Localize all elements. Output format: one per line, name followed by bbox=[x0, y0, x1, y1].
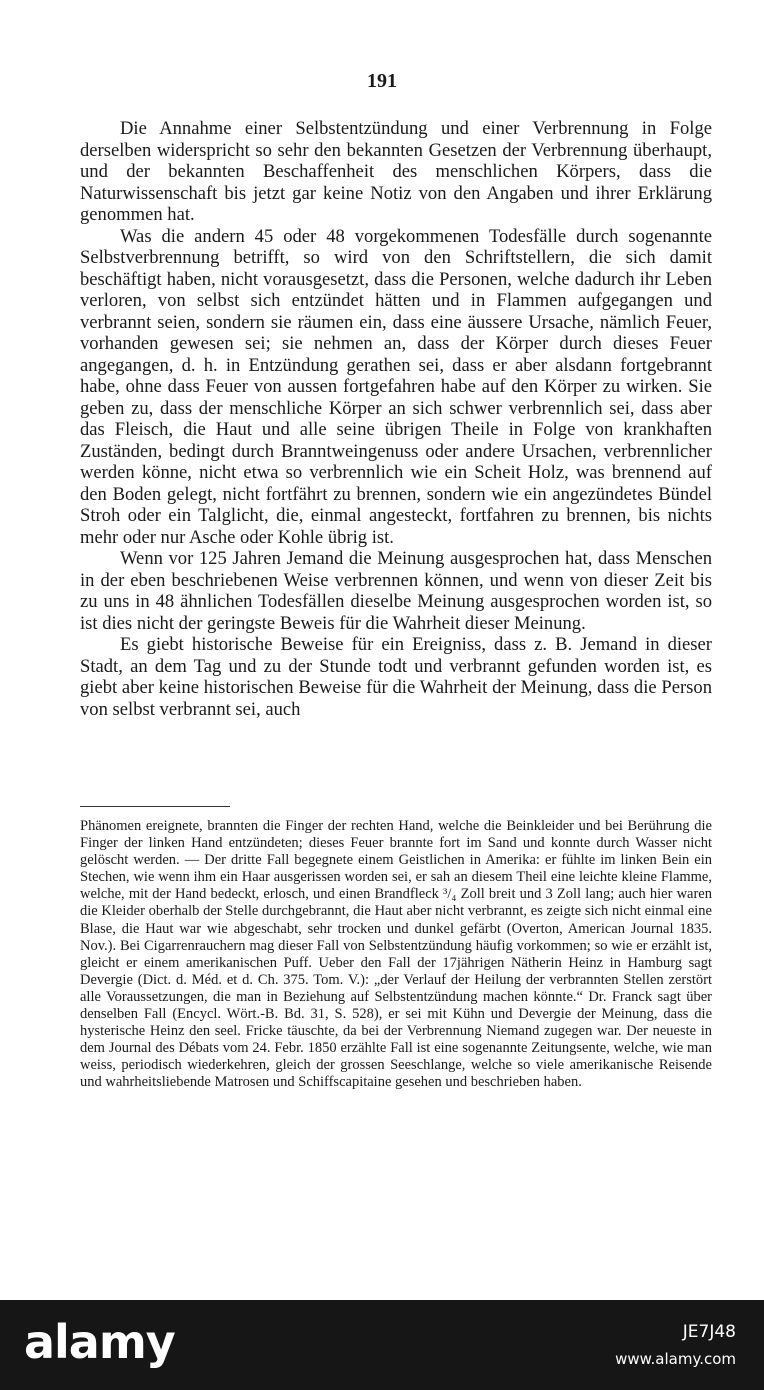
footnote: Phänomen ereignete, brannten die Finger der rechten Hand, welche die Beinkleider und bei Berührung die Finger der linken Hand entzündeten; dieses Feuer brannte fort im Sand und konnte durch Wasser nicht gelöscht werden. — Der dritte Fall begegnete einem Geistlichen in Amerika: er fühlte im linken Bein ein Stechen, wie wenn ihm ein Haar ausgerissen worden sei, er sah an diesem Theil eine leichte kleine Flamme, welche, mit der Hand bedeckt, erlosch, und einen Brandfleck ³/₄ Zoll breit und 3 Zoll lang; auch hier waren die Kleider oberhalb der Stelle durchgebrannt, die Haut aber nicht verbrannt, es zeigte sich nicht einmal eine Blase, die Haut war wie abgeschabt, sehr trocken und dunkel gefärbt (Overton, American Journal 1835. Nov.). Bei Cigarrenrauchern mag dieser Fall von Selbstentzündung häufig vorkommen; so wie er erzählt ist, gleicht er einem amerikanischen Puff. Ueber den Fall der 17jährigen Nätherin Heinz in Hamburg sagt Devergie (Dict. d. Méd. et d. Ch. 375. Tom. V.): „der Verlauf der Heilung der verbrannten Stellen zerstört alle Voraussetzungen, die man in Beziehung auf Selbstentzündung machen könnte.“ Dr. Franck sagt über denselben Fall (Encycl. Wört.-B. Bd. 31, S. 528), er sei mit Kühn und Devergie der Meinung, dass die hysterische Heinz den seel. Fricke täuschte, da bei der Verbrennung Niemand zugegen war. Der neueste in dem Journal des Débats vom 24. Febr. 1850 erzählte Fall ist eine sogenannte Zeitungsente, welche, wie man weiss, periodisch wiederkehren, gleich der grossen Seeschlange, welche so viele amerikanische Reisende und wahrheitsliebende Matrosen und Schiffscapitaine gesehen und beschrieben haben. bbox=[80, 818, 712, 1091]
watermark-url: www.alamy.com bbox=[615, 1350, 736, 1368]
paragraph: Es giebt historische Beweise für ein Ereigniss, dass z. B. Jemand in dieser Stadt, an dem Tag und zu der Stunde todt und verbrannt gefunden worden ist, es giebt aber keine historischen Beweise für die Wahrheit der Meinung, dass die Person von selbst verbrannt sei, auch bbox=[80, 634, 712, 720]
paragraph: Die Annahme einer Selbstentzündung und einer Verbrennung in Folge derselben widerspricht so sehr den bekannten Gesetzen der Verbrennung überhaupt, und der bekannten Beschaffenheit des menschlichen Körpers, dass die Naturwissenschaft bis jetzt gar keine Notiz von den Angaben und ihrer Erklärung genommen hat. bbox=[80, 118, 712, 225]
paragraph: Wenn vor 125 Jahren Jemand die Meinung ausgesprochen hat, dass Menschen in der eben beschriebenen Weise verbrennen können, und wenn von dieser Zeit bis zu uns in 48 ähnlichen Todesfällen dieselbe Meinung ausgesprochen worden ist, so ist dies nicht der geringste Beweis für die Wahrheit dieser Meinung. bbox=[80, 548, 712, 634]
image-id: JE7J48 bbox=[682, 1322, 736, 1342]
paragraph: Was die andern 45 oder 48 vorgekommenen Todesfälle durch sogenannte Selbstverbrennung betrifft, so wird von den Schriftstellern, die sich damit beschäftigt haben, nicht vorausgesetzt, dass die Personen, welche dadurch ihr Leben verloren, von selbst sich entzündet hätten und in Flammen aufgegangen und verbrannt seien, sondern sie räumen ein, dass eine äussere Ursache, nämlich Feuer, vorhanden gewesen sei; sie nehmen an, dass der Körper durch dieses Feuer angegangen, d. h. in Entzündung gerathen sei, dass er aber alsdann fortgebrannt habe, ohne dass Feuer von aussen fortgefahren habe auf den Körper zu wirken. Sie geben zu, dass der menschliche Körper an sich schwer verbrennlich sei, dass aber das Fleisch, die Haut und alle seine übrigen Theile in Folge von krankhaften Zuständen, bedingt durch Branntweingenuss oder andere Ursachen, verbrennlicher werden könne, nicht etwa so verbrennlich wie ein Scheit Holz, was brennend auf den Boden gelegt, nicht fortfährt zu brennen, sondern wie ein angezündetes Bündel Stroh oder ein Talglicht, die, einmal angesteckt, fortfahren zu brennen, bis nichts mehr oder nur Asche oder Kohle übrig ist. bbox=[80, 225, 712, 548]
page-number: 191 bbox=[367, 70, 397, 92]
alamy-logo: alamy bbox=[24, 1315, 175, 1369]
watermark-bar bbox=[0, 1300, 764, 1390]
footnote-divider bbox=[80, 806, 230, 807]
main-text bbox=[80, 118, 712, 720]
